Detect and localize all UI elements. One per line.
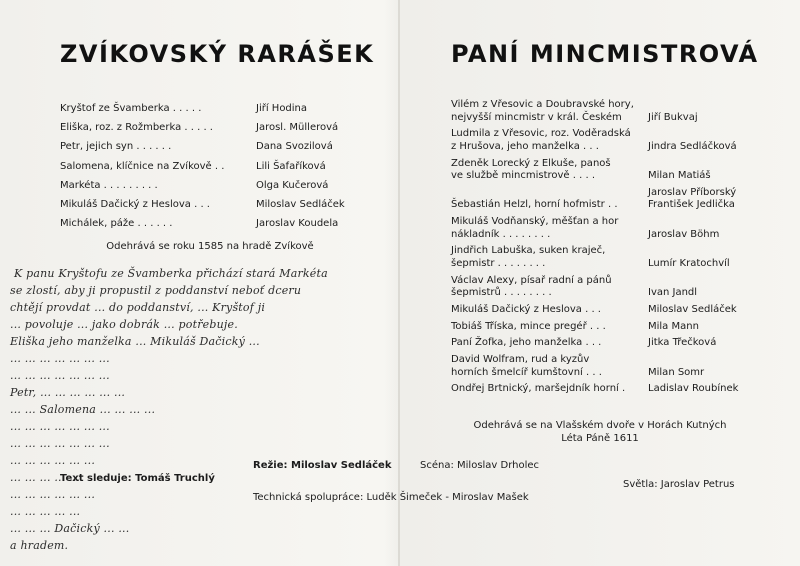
actor-name: Mila Mann — [648, 320, 699, 332]
handwriting-line: ... ... ... ... ... ... ... — [10, 437, 110, 450]
actor-name: Ivan Jandl — [648, 287, 698, 299]
handwriting-line: ... povoluje ... jako dobrák ... potřebuje. — [10, 318, 238, 331]
setting-right-line-1: Odehrává se na Vlašském dvoře v Horách Kutných — [473, 420, 727, 431]
credit-technical: Technická spolupráce: Luděk Šimeček - Miroslav Mašek — [253, 492, 529, 503]
cast-row — [60, 157, 360, 176]
handwriting-line: Eliška jeho manželka ... Mikuláš Dačický ... — [10, 335, 260, 348]
role-name: Mikuláš Vodňanský, měšťan a hor nákladník . . . . . . . . — [451, 216, 619, 240]
cast-row — [451, 337, 751, 350]
handwriting-line: ... ... ... ... ... ... — [10, 488, 96, 501]
play-title-left: ZVÍKOVSKÝ RARÁŠEK — [60, 40, 375, 68]
setting-right — [440, 419, 760, 445]
role-name: Salomena, klíčnice na Zvíkově . . — [60, 160, 225, 172]
credit-director: Režie: Miloslav Sedláček — [253, 460, 392, 471]
cast-row — [451, 158, 751, 183]
role-name: Tobiáš Tříska, mince pregéř . . . — [451, 320, 606, 332]
handwriting-line: ... ... ... ... ... ... ... — [10, 352, 110, 365]
actor-name: Jitka Třečková — [648, 337, 717, 349]
cast-list-left — [60, 99, 360, 233]
actor-name: Lumír Kratochvíl — [648, 258, 730, 269]
cast-row — [60, 195, 360, 214]
role-name: Michálek, páže . . . . . . — [60, 218, 173, 230]
cast-row — [451, 216, 751, 241]
credit-scenery: Scéna: Miloslav Drholec — [420, 460, 540, 471]
handwriting-line: a hradem. — [10, 539, 69, 552]
actor-name: Jiří Hodina — [256, 103, 308, 115]
handwriting-line: ... ... ... Dačický ... ... — [10, 522, 130, 535]
actor-name: Milan Matiáš — [648, 170, 711, 182]
handwriting-line: chtějí provdat ... do poddanství, ... Kryštof ji — [10, 301, 266, 314]
cast-row — [60, 118, 360, 137]
handwriting-line: ... ... ... ... ... — [10, 471, 81, 484]
role-name: Petr, jejich syn . . . . . . — [60, 141, 172, 153]
role-name: Václav Alexy, písař radní a pánů šepmistrů . . . . . . . . — [451, 274, 612, 299]
cast-row — [451, 99, 751, 124]
role-name: Jindřich Labuška, suken kraječ, šepmistr . . . . . . . . — [451, 245, 606, 269]
actor-name: Jarosl. Müllerová — [256, 122, 339, 134]
role-name: Šebastián Helzl, horní hofmistr . . — [451, 199, 618, 211]
cast-row — [451, 383, 751, 396]
handwriting-line: ... ... ... ... ... ... — [10, 454, 96, 467]
credit-lights: Světla: Jaroslav Petrus — [623, 479, 735, 490]
role-name: Eliška, roz. z Rožmberka . . . . . — [60, 122, 213, 134]
actor-name: Jaroslav Koudela — [256, 218, 339, 230]
role-name: Ludmila z Vřesovic, roz. Voděradská z Hrušova, jeho manželka . . . — [451, 128, 631, 152]
actor-name: Ladislav Roubínek — [648, 383, 739, 395]
role-name: David Wolfram, rud a kyzův horních šmelcíř kumštovní . . . — [451, 354, 602, 378]
role-name: Mikuláš Dačický z Heslova . . . — [60, 199, 210, 211]
role-name: Zdeněk Lorecký z Elkuše, panoš ve službě mincmistrově . . . . — [451, 157, 611, 182]
cast-row — [451, 187, 751, 212]
setting-right-line-2: Léta Páně 1611 — [561, 433, 639, 444]
actor-name: Jaroslav Böhm — [648, 228, 720, 240]
role-name: Kryštof ze Švamberka . . . . . — [60, 103, 202, 115]
actor-name: Jiří Bukvaj — [648, 111, 698, 123]
role-name: Ondřej Brtnický, maršejdník horní . — [451, 383, 626, 395]
cast-row — [60, 214, 360, 233]
actor-name: Jindra Sedláčková — [648, 140, 737, 152]
handwriting-line: se zlostí, aby ji propustil z poddanství neboť dceru — [10, 284, 302, 297]
role-name: Markéta . . . . . . . . . — [60, 179, 158, 191]
cast-row — [451, 321, 751, 334]
cast-row — [451, 304, 751, 317]
cast-row — [451, 245, 751, 270]
setting-left: Odehrává se roku 1585 na hradě Zvíkově — [106, 241, 314, 252]
actor-name: Milan Somr — [648, 366, 705, 378]
cast-row — [451, 128, 751, 153]
role-name: Vilém z Vřesovic a Doubravské hory, nejvyšší mincmistr v král. Českém — [451, 99, 634, 123]
actor-name: Olga Kučerová — [256, 179, 329, 191]
credit-text: Text sleduje: Tomáš Truchlý — [60, 473, 215, 484]
actor-name: Jaroslav Příborský František Jedlička — [648, 186, 737, 211]
handwriting-line: K panu Kryštofu ze Švamberka přichází stará Markéta — [14, 267, 328, 280]
cast-list-right — [451, 99, 751, 400]
cast-row — [451, 275, 751, 300]
role-name: Paní Žofka, jeho manželka . . . — [451, 337, 602, 349]
cast-row — [60, 137, 360, 156]
actor-name: Dana Svozilová — [256, 141, 333, 153]
handwriting-line: ... ... ... ... ... — [10, 505, 81, 518]
handwriting-line: ... ... Salomena ... ... ... ... — [10, 403, 156, 416]
actor-name: Lili Šafaříková — [256, 160, 326, 172]
actor-name: Miloslav Sedláček — [256, 199, 345, 211]
actor-name: Miloslav Sedláček — [648, 303, 737, 315]
handwriting-line: ... ... ... ... ... ... ... — [10, 369, 110, 382]
cast-row — [60, 176, 360, 195]
play-title-right: PANÍ MINCMISTROVÁ — [451, 40, 759, 68]
handwriting-line: Petr, ... ... ... ... ... ... — [10, 386, 126, 399]
handwritten-note — [6, 265, 406, 565]
cast-row — [451, 354, 751, 379]
handwriting-line: ... ... ... ... ... ... ... — [10, 420, 110, 433]
cast-row — [60, 99, 360, 118]
role-name: Mikuláš Dačický z Heslova . . . — [451, 303, 601, 315]
